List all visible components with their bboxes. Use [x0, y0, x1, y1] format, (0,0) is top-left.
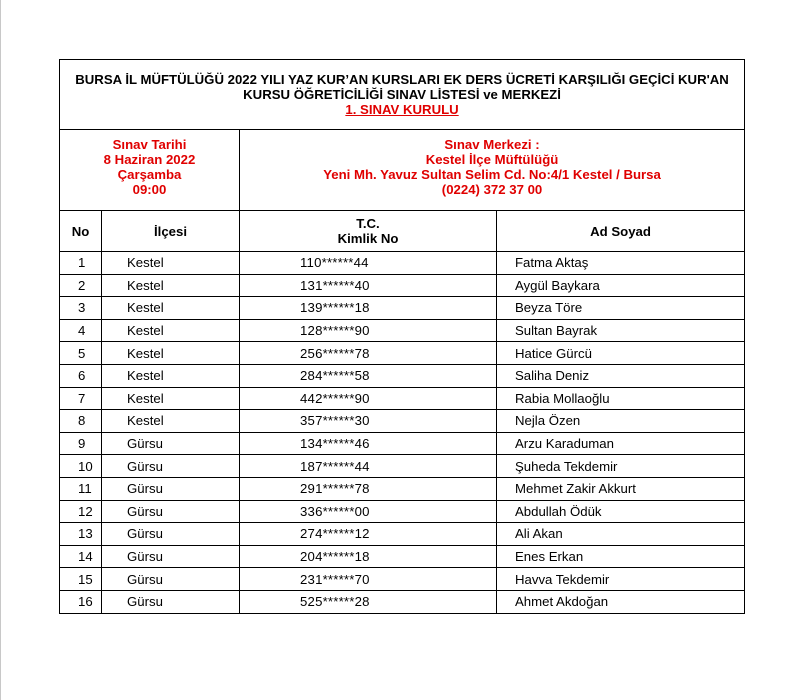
title-line-1: BURSA İL MÜFTÜLÜĞÜ 2022 YILI YAZ KUR’AN KURSLARI EK DERS ÜCRETİ KARŞILIĞI GEÇİCİ KUR'AN — [75, 72, 729, 87]
table-row — [60, 297, 745, 320]
row-district: Gürsu — [102, 477, 240, 500]
title-line-2: KURSU ÖĞRETİCİLİĞİ SINAV LİSTESİ ve MERKEZİ — [243, 87, 561, 102]
table-row — [60, 387, 745, 410]
column-header-no: No — [60, 211, 102, 252]
row-tc-number: 187******44 — [240, 455, 497, 478]
row-no: 6 — [60, 364, 102, 387]
row-district: Kestel — [102, 364, 240, 387]
row-no: 5 — [60, 342, 102, 365]
row-district: Gürsu — [102, 568, 240, 591]
row-name: Arzu Karaduman — [497, 432, 745, 455]
row-tc-number: 336******00 — [240, 500, 497, 523]
exam-center-name: Kestel İlçe Müftülüğü — [425, 152, 559, 167]
row-district: Gürsu — [102, 500, 240, 523]
column-header-tc-line2: Kimlik No — [337, 231, 399, 246]
row-tc-number: 274******12 — [240, 523, 497, 546]
row-tc-number: 134******46 — [240, 432, 497, 455]
row-name: Havva Tekdemir — [497, 568, 745, 591]
row-no: 8 — [60, 410, 102, 433]
row-no: 7 — [60, 387, 102, 410]
row-district: Gürsu — [102, 590, 240, 613]
exam-date: 8 Haziran 2022 — [103, 152, 196, 167]
table-row — [60, 252, 745, 275]
row-no: 14 — [60, 545, 102, 568]
table-row — [60, 545, 745, 568]
table-row — [60, 590, 745, 613]
exam-time: 09:00 — [132, 182, 167, 197]
exam-center-cell — [240, 130, 745, 211]
document-title — [60, 60, 745, 130]
row-district: Gürsu — [102, 545, 240, 568]
column-header-district: İlçesi — [102, 211, 240, 252]
row-tc-number: 357******30 — [240, 410, 497, 433]
row-no: 11 — [60, 477, 102, 500]
row-tc-number: 110******44 — [240, 252, 497, 275]
table-row — [60, 364, 745, 387]
exam-center-address: Yeni Mh. Yavuz Sultan Selim Cd. No:4/1 Kestel / Bursa — [323, 167, 661, 182]
row-no: 3 — [60, 297, 102, 320]
row-tc-number: 204******18 — [240, 545, 497, 568]
row-district: Kestel — [102, 410, 240, 433]
row-no: 16 — [60, 590, 102, 613]
row-no: 1 — [60, 252, 102, 275]
row-tc-number: 291******78 — [240, 477, 497, 500]
row-name: Hatice Gürcü — [497, 342, 745, 365]
row-name: Fatma Aktaş — [497, 252, 745, 275]
row-name: Aygül Baykara — [497, 274, 745, 297]
table-row — [60, 455, 745, 478]
row-district: Kestel — [102, 387, 240, 410]
table-row — [60, 410, 745, 433]
row-tc-number: 525******28 — [240, 590, 497, 613]
row-name: Abdullah Ödük — [497, 500, 745, 523]
table-row — [60, 274, 745, 297]
row-district: Gürsu — [102, 432, 240, 455]
row-name: Beyza Töre — [497, 297, 745, 320]
row-name: Ahmet Akdoğan — [497, 590, 745, 613]
exam-board-subtitle: 1. SINAV KURULU — [345, 102, 459, 117]
row-no: 10 — [60, 455, 102, 478]
table-row — [60, 432, 745, 455]
row-district: Kestel — [102, 252, 240, 275]
row-name: Enes Erkan — [497, 545, 745, 568]
column-header-name: Ad Soyad — [497, 211, 745, 252]
row-district: Gürsu — [102, 455, 240, 478]
row-name: Rabia Mollaoğlu — [497, 387, 745, 410]
exam-list-sheet — [59, 59, 744, 614]
row-name: Saliha Deniz — [497, 364, 745, 387]
row-tc-number: 231******70 — [240, 568, 497, 591]
table-row — [60, 500, 745, 523]
table-header-row — [60, 211, 745, 252]
row-no: 13 — [60, 523, 102, 546]
column-header-tc — [240, 211, 497, 252]
table-row — [60, 523, 745, 546]
row-tc-number: 139******18 — [240, 297, 497, 320]
row-name: Şuheda Tekdemir — [497, 455, 745, 478]
row-name: Nejla Özen — [497, 410, 745, 433]
row-no: 4 — [60, 319, 102, 342]
row-district: Kestel — [102, 297, 240, 320]
column-header-tc-line1: T.C. — [356, 216, 380, 231]
row-district: Kestel — [102, 319, 240, 342]
row-district: Gürsu — [102, 523, 240, 546]
row-tc-number: 128******90 — [240, 319, 497, 342]
exam-day: Çarşamba — [117, 167, 182, 182]
table-body — [60, 252, 745, 614]
row-name: Sultan Bayrak — [497, 319, 745, 342]
exam-center-label: Sınav Merkezi : — [444, 137, 540, 152]
row-district: Kestel — [102, 274, 240, 297]
table-row — [60, 342, 745, 365]
table-row — [60, 477, 745, 500]
row-district: Kestel — [102, 342, 240, 365]
row-name: Mehmet Zakir Akkurt — [497, 477, 745, 500]
row-tc-number: 442******90 — [240, 387, 497, 410]
row-no: 15 — [60, 568, 102, 591]
row-name: Ali Akan — [497, 523, 745, 546]
row-no: 12 — [60, 500, 102, 523]
table-row — [60, 319, 745, 342]
table-row — [60, 568, 745, 591]
row-tc-number: 256******78 — [240, 342, 497, 365]
row-no: 2 — [60, 274, 102, 297]
row-no: 9 — [60, 432, 102, 455]
exam-date-label: Sınav Tarihi — [112, 137, 187, 152]
exam-center-phone: (0224) 372 37 00 — [441, 182, 543, 197]
exam-list-table — [59, 59, 745, 614]
row-tc-number: 284******58 — [240, 364, 497, 387]
row-tc-number: 131******40 — [240, 274, 497, 297]
exam-date-cell — [60, 130, 240, 211]
